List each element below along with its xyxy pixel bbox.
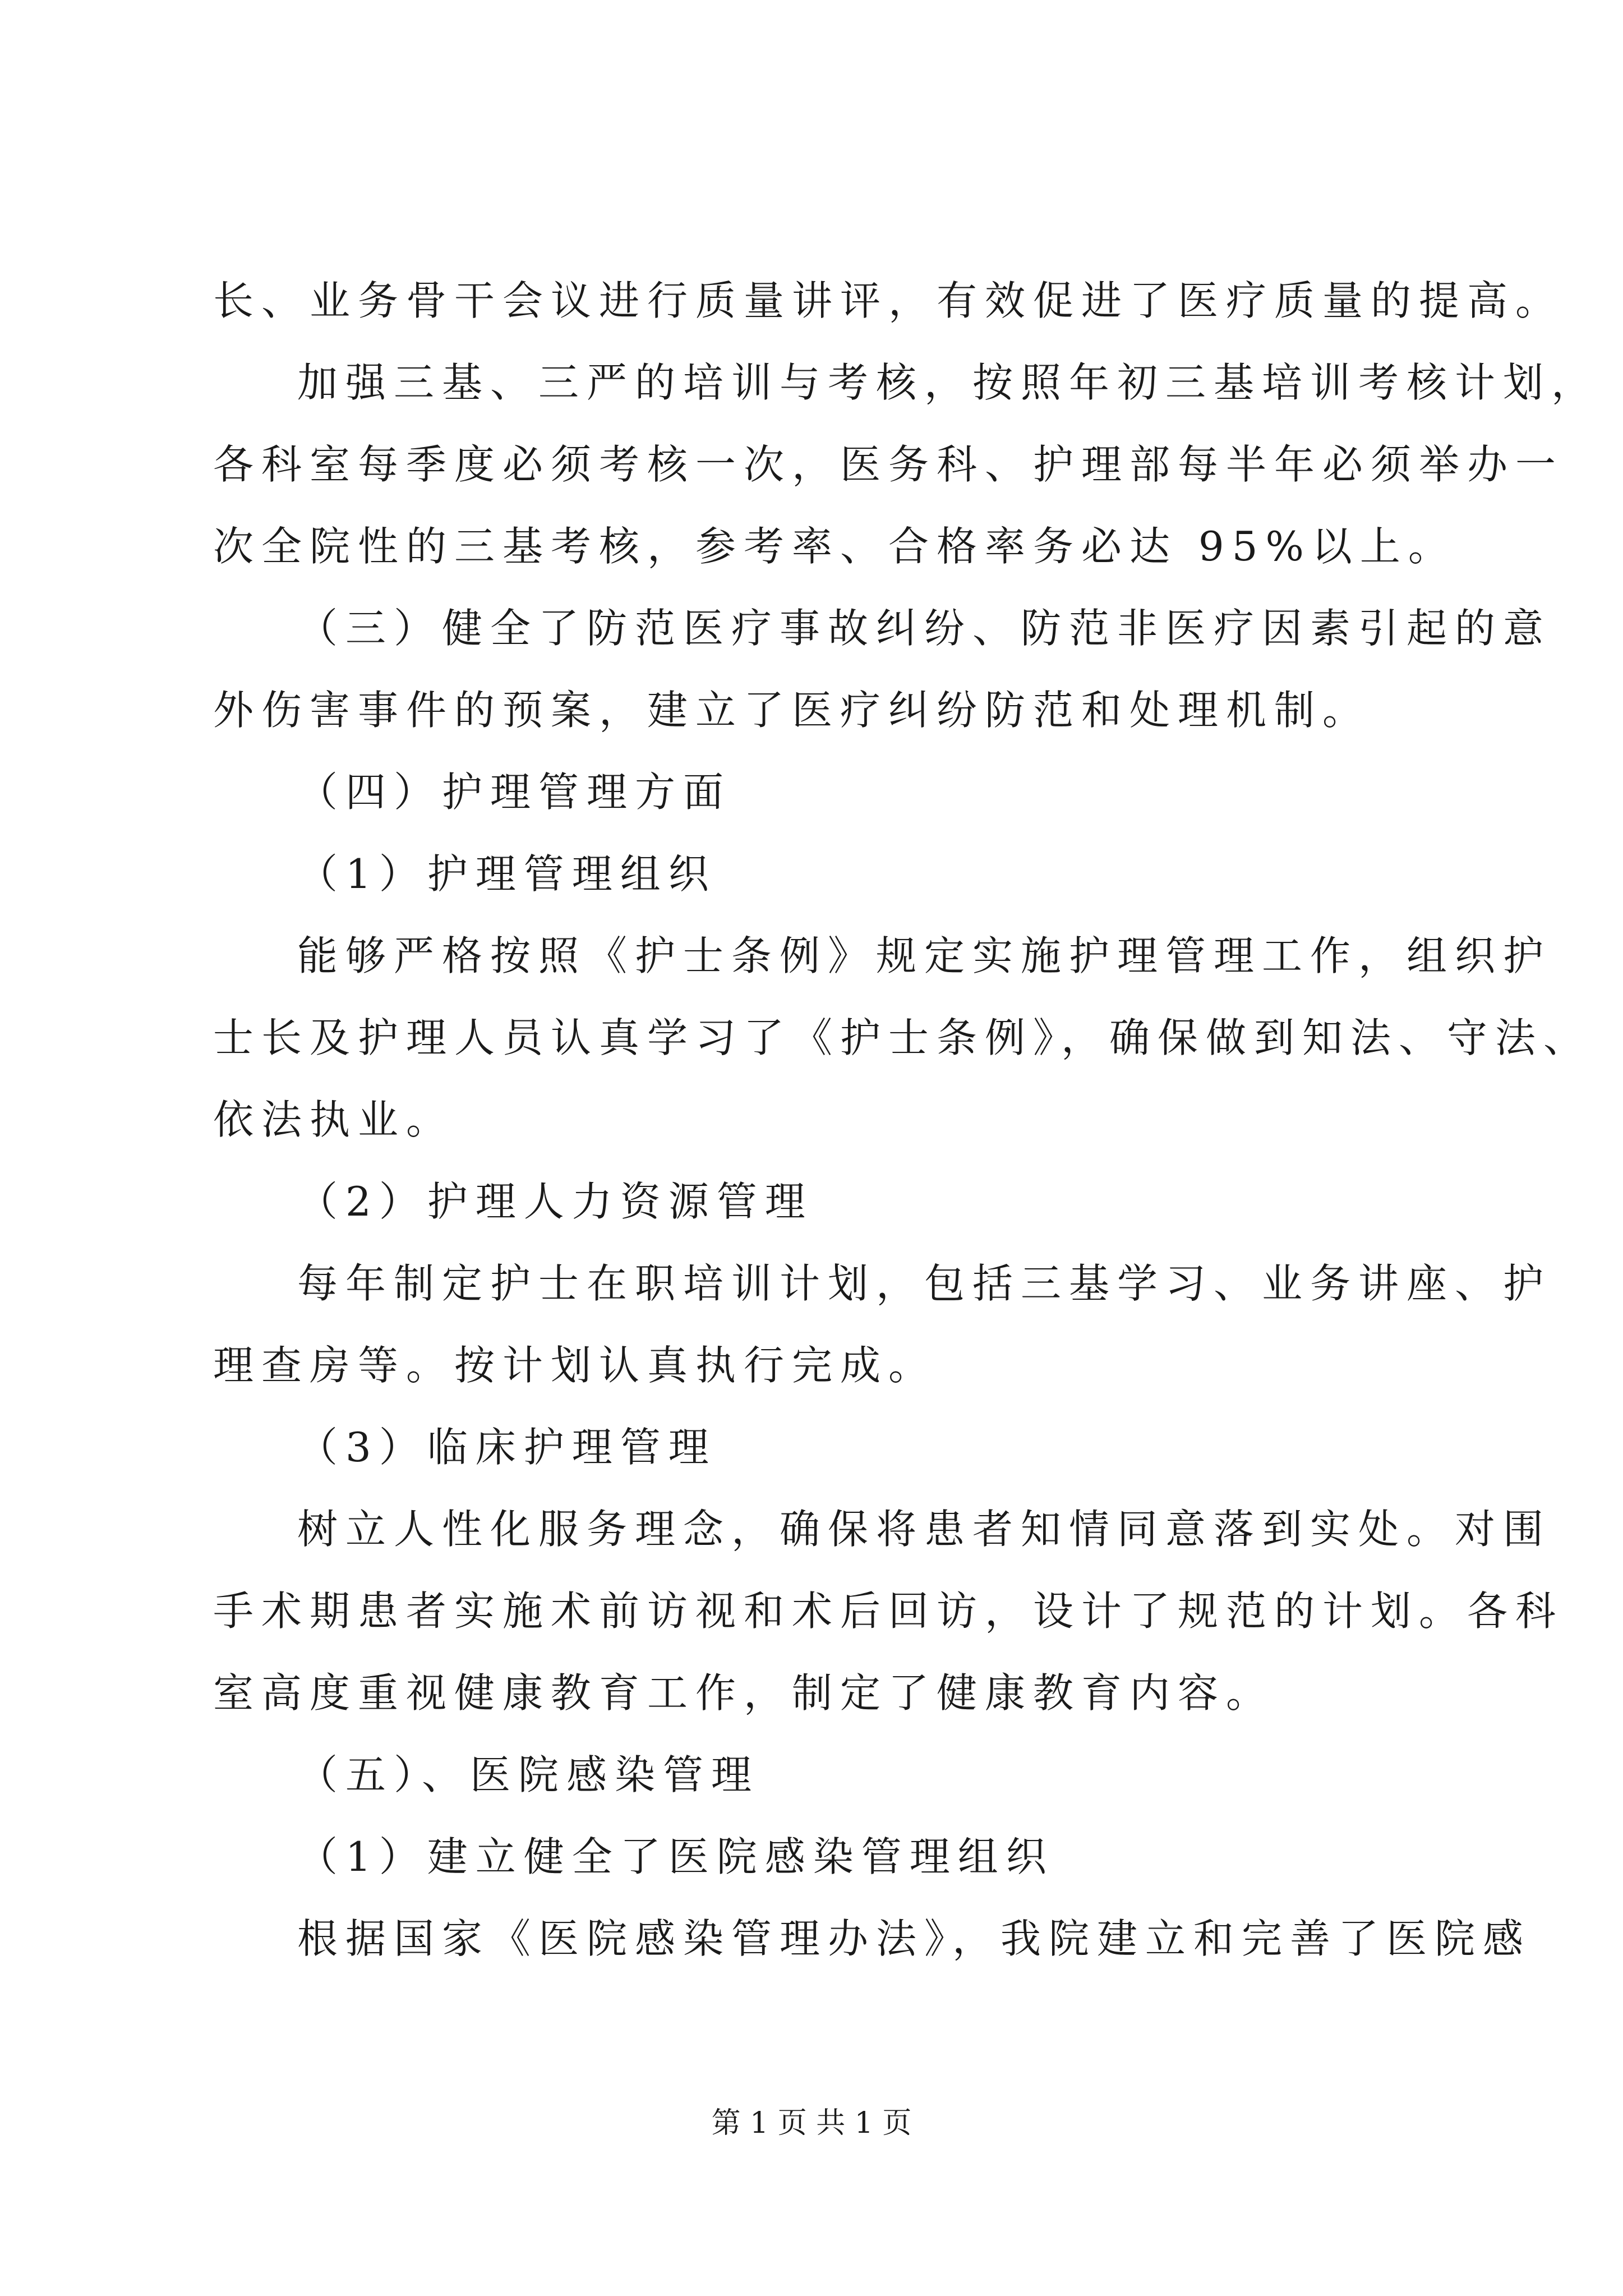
paragraph-line: 依法执业。 [213, 1096, 455, 1143]
subsection-heading: （1）建立健全了医院感染管理组织 [297, 1833, 1054, 1880]
paragraph-line: 次全院性的三基考核，参考率、合格率务必达 95%以上。 [213, 523, 1456, 570]
subsection-heading: （1）护理管理组织 [297, 850, 717, 898]
paragraph-line: 理查房等。按计划认真执行完成。 [213, 1342, 937, 1389]
paragraph-line: 各科室每季度必须考核一次，医务科、护理部每半年必须举办一 [213, 441, 1564, 488]
paragraph-line: 手术期患者实施术前访视和术后回访，设计了规范的计划。各科 [213, 1588, 1564, 1635]
paragraph-line: 室高度重视健康教育工作，制定了健康教育内容。 [213, 1669, 1275, 1717]
subsection-heading: （3）临床护理管理 [297, 1424, 717, 1471]
paragraph-line: 能够严格按照《护士条例》规定实施护理管理工作，组织护 [297, 932, 1552, 979]
section-heading: （五）、医院感染管理 [297, 1751, 760, 1798]
paragraph-line: 每年制定护士在职培训计划，包括三基学习、业务讲座、护 [297, 1260, 1552, 1307]
paragraph-line: 加强三基、三严的培训与考核，按照年初三基培训考核计划， [297, 359, 1600, 406]
section-heading: （四）护理管理方面 [297, 769, 732, 816]
paragraph-line: 长、业务骨干会议进行质量讲评，有效促进了医疗质量的提高。 [213, 277, 1564, 324]
page-footer: 第 1 页 共 1 页 [711, 2106, 912, 2140]
paragraph-line: 根据国家《医院感染管理办法》，我院建立和完善了医院感 [297, 1915, 1532, 1962]
paragraph-line: 士长及护理人员认真学习了《护士条例》，确保做到知法、守法、 [213, 1014, 1592, 1061]
paragraph-line: 外伤害事件的预案，建立了医疗纠纷防范和处理机制。 [213, 687, 1371, 734]
paragraph-line: 树立人性化服务理念，确保将患者知情同意落到实处。对围 [297, 1506, 1552, 1553]
paragraph-line: （三）健全了防范医疗事故纠纷、防范非医疗因素引起的意 [297, 605, 1552, 652]
subsection-heading: （2）护理人力资源管理 [297, 1178, 813, 1225]
